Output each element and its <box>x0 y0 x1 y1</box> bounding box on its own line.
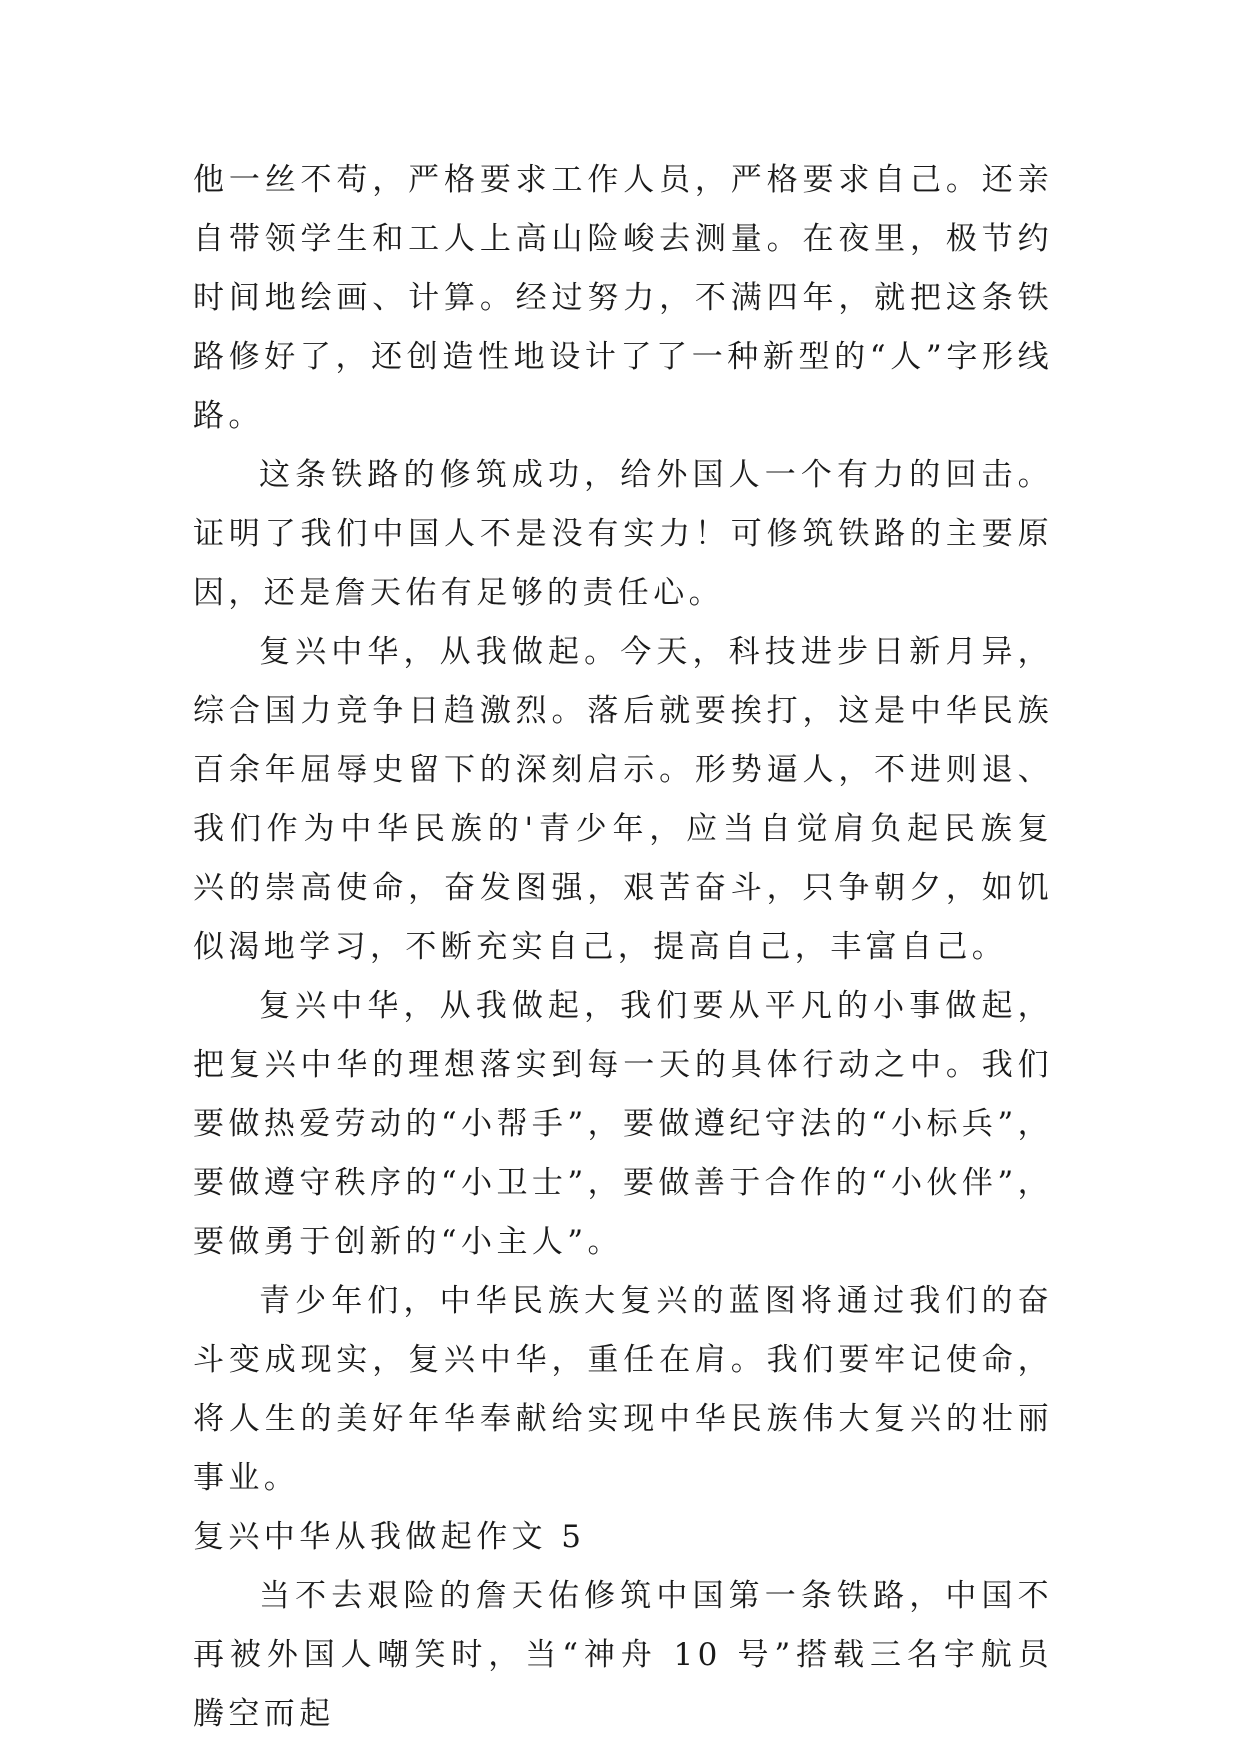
paragraph-3: 复兴中华，从我做起。今天，科技进步日新月异，综合国力竞争日趋激烈。落后就要挨打，这是中华民族百余年屈辱史留下的深刻启示。形势逼人，不进则退、我们作为中华民族的'青少年，应当自觉肩负起民族复兴的崇高使命，奋发图强，艰苦奋斗，只争朝夕，如饥似渴地学习，不断充实自己，提高自己，丰富自己。 <box>193 634 1053 965</box>
section-heading: 复兴中华从我做起作文 5 <box>193 1519 586 1555</box>
paragraph-6: 当不去艰险的詹天佑修筑中国第一条铁路，中国不再被外国人嘲笑时，当“神舟 10 号”搭载三名宇航员腾空而起 <box>193 1578 1053 1732</box>
paragraph-5: 青少年们，中华民族大复兴的蓝图将通过我们的奋斗变成现实，复兴中华，重任在肩。我们要牢记使命，将人生的美好年华奉献给实现中华民族伟大复兴的壮丽事业。 <box>193 1283 1053 1496</box>
paragraph-1: 他一丝不苟，严格要求工作人员，严格要求自己。还亲自带领学生和工人上高山险峻去测量。在夜里，极节约时间地绘画、计算。经过努力，不满四年，就把这条铁路修好了，还创造性地设计了了一种新型的“人”字形线路。 <box>193 162 1053 434</box>
paragraph-4: 复兴中华，从我做起，我们要从平凡的小事做起，把复兴中华的理想落实到每一天的具体行动之中。我们要做热爱劳动的“小帮手”，要做遵纪守法的“小标兵”，要做遵守秩序的“小卫士”，要做善于合作的“小伙伴”，要做勇于创新的“小主人”。 <box>193 988 1053 1260</box>
document-body <box>193 151 1053 1744</box>
paragraph-2: 这条铁路的修筑成功，给外国人一个有力的回击。证明了我们中国人不是没有实力！可修筑铁路的主要原因，还是詹天佑有足够的责任心。 <box>193 457 1053 611</box>
